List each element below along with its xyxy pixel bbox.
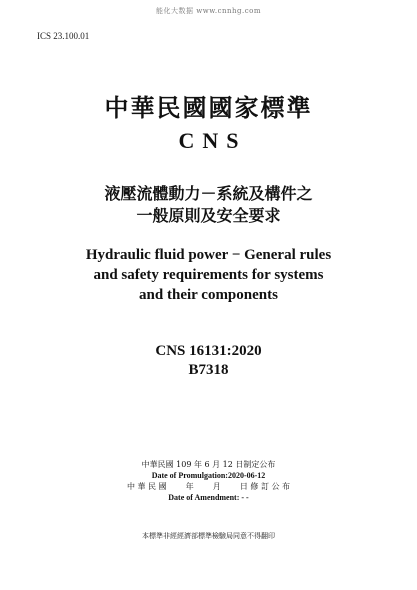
standard-number: CNS 16131:2020 <box>155 343 262 359</box>
amendment-date-en: Date of Amendment: - - <box>168 493 249 502</box>
ics-code: ICS 23.100.01 <box>37 31 90 41</box>
promulgation-date-zh: 中華民國 109 年 6 月 12 日制定公布 <box>141 460 276 469</box>
dates-block <box>0 459 417 503</box>
amendment-year-label: 年 <box>185 482 194 491</box>
english-title-line-2: and safety requirements for systems <box>93 267 324 283</box>
chinese-title <box>0 183 417 227</box>
standard-number-block <box>0 342 417 380</box>
amendment-date-zh <box>0 481 417 492</box>
english-title-line-3: and their components <box>139 287 278 303</box>
promulgation-date-en: Date of Promulgation:2020-06-12 <box>151 471 266 480</box>
classification-code: B7318 <box>188 362 229 378</box>
standard-title: 中華民國國家標準 <box>104 93 313 122</box>
watermark: 能化大数据 www.cnnhg.com <box>155 7 262 15</box>
english-title <box>0 245 417 305</box>
chinese-title-line-2: 一般原則及安全要求 <box>136 206 281 225</box>
chinese-title-line-1: 液壓流體動力－系統及構件之 <box>104 184 313 203</box>
amendment-suffix: 日 修 訂 公 布 <box>239 482 291 491</box>
english-title-line-1: Hydraulic fluid power − General rules <box>85 247 332 263</box>
amendment-month-label: 月 <box>212 482 221 491</box>
amendment-prefix: 中 華 民 國 <box>126 482 167 491</box>
copyright-notice: 本標準非經經濟部標準檢驗局同意不得翻印 <box>142 532 275 540</box>
cns-label: CNS <box>178 128 247 153</box>
